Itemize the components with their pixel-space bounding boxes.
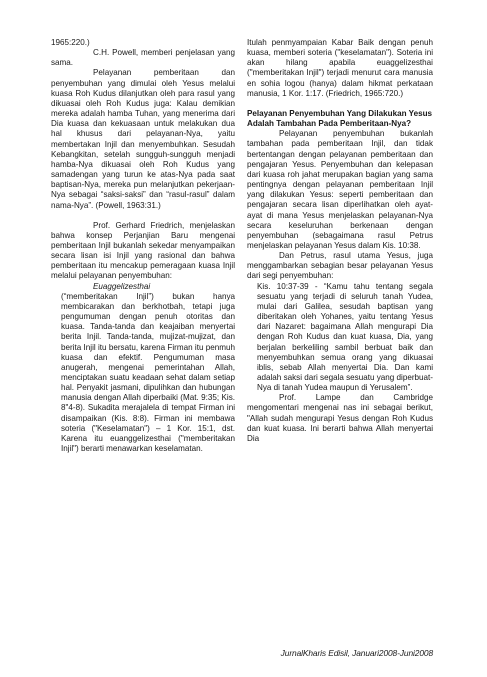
page-footer: JurnalKharis Edisil, Januari2008-Juni2008	[280, 648, 433, 658]
left-column	[51, 38, 235, 454]
paragraph-friedrich-quote: (“memberitakan Injil”) bukan hanya membicarakan dan berkhotbah, tetapi juga pengumuman dengan penuh otoritas dan kuasa. Tanda-tanda dan keajaiban menyertai berita Injil. Tanda-tanda, mujizat-mujizat, dan berita Injil itu bersatu, karena Firman itu penmuh kuasa dan efektif. Pengumuman masa anugerah, mengenai pemerintahan Allah, menciptakan suatu keadaan sehat dalam setiap hal. Penyakit jasmani, dipulihkan dan hubungan manusia dengan Allah diperbaiki (Mat. 9:35; Kis. 8"4-8). Sukadita merajalela di tempat Firman ini disampaikan (Kis. 8:8). Firman ini membawa soteria ("Keselamatan") – 1 Kor. 15:1, dst. Karena itu euanggelizesthai ("memberitakan Injil") berarti menawarkan keselamatan.	[61, 291, 235, 454]
paragraph-petrus: Dan Petrus, rasul utama Yesus, juga menggambarkan sebagian besar pelayanan Yesus dari segi penyembuhan:	[247, 251, 433, 281]
paragraph-friedrich-quote-cont: Itulah penmyampaian Kabar Baik dengan penuh kuasa, memberi soteria ("keselamatan"). Soteria ini akan hilang apabila euaggelizesthai ("memberitakan Injil") terjadi menurut cara manusia en sohia logou (hanya) dalam hikmat perkataan manusia, 1 Kor. 1:17. (Friedrich, 1965:720.)	[247, 38, 433, 98]
paragraph-friedrich-intro: Prof. Gerhard Friedrich, menjelaskan bahwa konsep Perjanjian Baru mengenai pemberitaan Injil bukanlah sekedar menyampaikan secara lisan isi Injil yang rasional dan bahwa pemberitaan itu mencakup pemeragaan kuasa Injil melalui pelayanan penyembuhan:	[51, 220, 235, 281]
quote-term	[51, 282, 235, 292]
paragraph-spacer	[51, 211, 235, 221]
section-heading: Pelayanan Penyembuhan Yang Dilakukan Yesus Adalah Tambahan Pada Pemberitaan-Nya?	[247, 108, 433, 129]
paragraph-lampe: Prof. Lampe dan Cambridge mengomentari mengenai nas ini sebagai berikut, "Allah sudah mengurapi Yesus dengan Roh Kudus dan kuat kuasa. Ini berarti bahwa Allah menyertai Dia	[247, 393, 433, 443]
paragraph-powell-intro: C.H. Powell, memberi penjelasan yang sama.	[51, 48, 235, 68]
paragraph-spacer	[247, 99, 433, 109]
paragraph-powell-quote: Pelayanan pemberitaan dan penyembuhan yang dimulai oleh Yesus melalui kuasa Roh Kudus dilanjutkan oleh para rasul yang dikuasai oleh Roh Kudus juga: Kalau demikian mereka adalah hamba Tuhan, yang menerima dari Dia kuasa dan kekuasaan untuk melakukan dua hal khusus dari pelayanan-Nya, yaitu membertakan Injil dan menyembuhkan. Sesudah Kebangkitan, setelah sungguh-sungguh menjadi hamba-Nya dikuasai oleh Roh Kudus yang samadengan yang turun ke atas-Nya pada saat baptisan-Nya, mereka pun melanjutkan pekerjaan-Nya sebagai “saksi-saksi” dan “rasul-rasul” dalam nama-Nya”. (Powell, 1963:31.)	[51, 68, 235, 210]
right-column	[247, 38, 433, 444]
paragraph-citation-end: 1965:220.)	[51, 38, 90, 47]
paragraph-healing: Pelayanan penyembuhan bukanlah tambahan pada pemberitaan Injil, dan tidak bertentangan dengan pelayanan pemberitaan dan pengajaran Yesus. Penyembuhan dan kelepasan dari kuasa roh jahat merupakan bagian yang sama pentingnya dengan pelayanan pemberitaan Injil yang dilakukan Yesus: seperti pemberitaan dan pengajaran secara lisan diperlihatkan oleh ayat-ayat di mana Yesus menjelaskan pelayanan-Nya secara keseluruhan berkenaan dengan penyembuhan (sebagaimana rasul Petrus menjelaskan pelayanan Yesus dalam Kis. 10:38.	[247, 129, 433, 250]
paragraph-acts-quote: Kis. 10:37-39 - “Kamu tahu tentang segala sesuatu yang terjadi di seluruh tanah Yudea, mulai dari Galilea, sesudah baptisan yang diberitakan oleh Yohanes, yaitu tentang Yesus dari Nazaret: bagaimana Allah mengurapi Dia dengan Roh Kudus dan kuat kuasa, Dia, yang berjalan berkeliling sambil berbuat baik dan menyembuhkan semua orang yang dikuasai iblis, sebab Allah menyertai Dia. Dan kami adalah saksi dari segala sesuatu yang diperbuat-Nya di tanah Yudea maupun di Yerusalem”.	[257, 281, 433, 393]
quote-term-italic: Euaggelizesthai	[93, 281, 151, 291]
